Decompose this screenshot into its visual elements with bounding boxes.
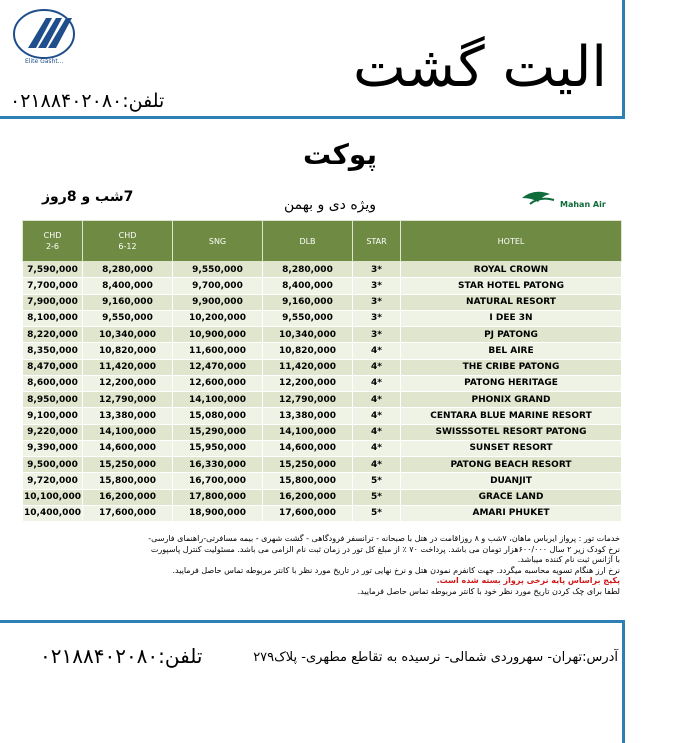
- brand-name: الیت گشت: [353, 35, 607, 100]
- cell-dlb: 10,820,000: [263, 343, 353, 359]
- header-sng: SNG: [173, 221, 263, 262]
- cell-chd26: 10,100,000: [23, 489, 83, 505]
- cell-chd26: 8,100,000: [23, 310, 83, 326]
- table-row: [23, 424, 622, 440]
- cell-chd612: 12,200,000: [83, 375, 173, 391]
- cell-chd26: 9,390,000: [23, 440, 83, 456]
- cell-chd26: 9,720,000: [23, 473, 83, 489]
- cell-star: 4*: [353, 359, 401, 375]
- footer-phone: تلفن:۰۲۱۸۸۴۰۲۰۸۰: [40, 644, 203, 668]
- cell-hotel: PJ PATONG: [401, 327, 622, 343]
- table-row: [23, 457, 622, 473]
- cell-star: 4*: [353, 424, 401, 440]
- cell-chd26: 8,350,000: [23, 343, 83, 359]
- cell-dlb: 9,160,000: [263, 294, 353, 310]
- cell-hotel: AMARI PHUKET: [401, 505, 622, 521]
- package-duration: 7شب و 8روز: [42, 189, 134, 205]
- cell-hotel: ROYAL CROWN: [401, 262, 622, 278]
- table-row: [23, 343, 622, 359]
- cell-dlb: 12,200,000: [263, 375, 353, 391]
- cell-sng: 16,700,000: [173, 473, 263, 489]
- cell-dlb: 15,800,000: [263, 473, 353, 489]
- cell-hotel: GRACE LAND: [401, 489, 622, 505]
- cell-dlb: 11,420,000: [263, 359, 353, 375]
- cell-chd26: 8,470,000: [23, 359, 83, 375]
- cell-hotel: CENTARA BLUE MARINE RESORT: [401, 408, 622, 424]
- table-row: [23, 359, 622, 375]
- rates-table: [22, 220, 622, 522]
- airline-name: Mahan Air: [560, 200, 606, 209]
- cell-chd612: 14,100,000: [83, 424, 173, 440]
- cell-chd26: 8,950,000: [23, 392, 83, 408]
- header-hotel: HOTEL: [401, 221, 622, 262]
- cell-chd612: 13,380,000: [83, 408, 173, 424]
- cell-chd26: 7,900,000: [23, 294, 83, 310]
- cell-chd612: 10,340,000: [83, 327, 173, 343]
- table-row: [23, 375, 622, 391]
- cell-hotel: SWISSSOTEL RESORT PATONG: [401, 424, 622, 440]
- package-subtitle: ویژه دی و بهمن: [283, 197, 377, 213]
- cell-hotel: PATONG BEACH RESORT: [401, 457, 622, 473]
- note-line: نرخ ارز هنگام تسویه محاسبه میگردد. جهت کانفرم نمودن هتل و نرخ نهایی تور در تاریخ مورد نظر با کانتر مربوطه تماس حاصل فرمایید.: [172, 565, 620, 575]
- cell-chd612: 15,250,000: [83, 457, 173, 473]
- table-row: [23, 262, 622, 278]
- cell-chd612: 11,420,000: [83, 359, 173, 375]
- table-row: [23, 278, 622, 294]
- destination-title: پوکت: [303, 138, 377, 171]
- cell-hotel: SUNSET RESORT: [401, 440, 622, 456]
- cell-chd26: 9,100,000: [23, 408, 83, 424]
- cell-star: 4*: [353, 375, 401, 391]
- cell-dlb: 12,790,000: [263, 392, 353, 408]
- note-warning: پکیج براساس پایه نرخی پرواز بسته شده است.: [436, 576, 620, 585]
- cell-chd26: 7,700,000: [23, 278, 83, 294]
- note-line: نرخ کودک زیر ۲ سال ۶۰۰/۰۰۰هزار تومان می باشد. پرداخت ۷۰ ٪ از مبلغ کل تور در زمان ثبت نام الزامی می باشد. مسئولیت کنترل پاسپورت: [150, 544, 620, 554]
- cell-sng: 17,800,000: [173, 489, 263, 505]
- cell-chd26: 9,220,000: [23, 424, 83, 440]
- cell-chd612: 17,600,000: [83, 505, 173, 521]
- cell-sng: 18,900,000: [173, 505, 263, 521]
- header-star: STAR: [353, 221, 401, 262]
- cell-chd612: 15,800,000: [83, 473, 173, 489]
- cell-chd612: 8,400,000: [83, 278, 173, 294]
- cell-star: 4*: [353, 392, 401, 408]
- table-row: [23, 392, 622, 408]
- cell-star: 4*: [353, 343, 401, 359]
- cell-sng: 9,700,000: [173, 278, 263, 294]
- cell-hotel: PATONG HERITAGE: [401, 375, 622, 391]
- cell-sng: 11,600,000: [173, 343, 263, 359]
- cell-dlb: 10,340,000: [263, 327, 353, 343]
- cell-star: 5*: [353, 473, 401, 489]
- note-line: با آژانس ثبت نام کننده میباشد.: [517, 555, 620, 564]
- cell-hotel: I DEE 3N: [401, 310, 622, 326]
- cell-sng: 15,290,000: [173, 424, 263, 440]
- cell-chd612: 16,200,000: [83, 489, 173, 505]
- cell-chd26: 8,220,000: [23, 327, 83, 343]
- cell-chd612: 10,820,000: [83, 343, 173, 359]
- table-row: [23, 408, 622, 424]
- cell-sng: 9,900,000: [173, 294, 263, 310]
- table-row: [23, 294, 622, 310]
- cell-dlb: 8,280,000: [263, 262, 353, 278]
- cell-hotel: DUANJIT: [401, 473, 622, 489]
- cell-sng: 12,470,000: [173, 359, 263, 375]
- cell-hotel: BEL AIRE: [401, 343, 622, 359]
- cell-dlb: 8,400,000: [263, 278, 353, 294]
- cell-chd612: 8,280,000: [83, 262, 173, 278]
- cell-star: 5*: [353, 489, 401, 505]
- cell-sng: 10,200,000: [173, 310, 263, 326]
- note-line: خدمات تور : پرواز ایرباس ماهان، ۷شب و ۸ روزاقامت در هتل با صبحانه - ترانسفر فرودگاهی - گشت شهری - بیمه مسافرتی-راهنمای فارسی-: [148, 534, 620, 543]
- tour-notes: [30, 534, 620, 597]
- table-row: [23, 327, 622, 343]
- cell-dlb: 9,550,000: [263, 310, 353, 326]
- cell-dlb: 14,600,000: [263, 440, 353, 456]
- cell-dlb: 13,380,000: [263, 408, 353, 424]
- cell-star: 4*: [353, 440, 401, 456]
- cell-chd26: 10,400,000: [23, 505, 83, 521]
- cell-chd26: 9,500,000: [23, 457, 83, 473]
- cell-dlb: 15,250,000: [263, 457, 353, 473]
- cell-sng: 12,600,000: [173, 375, 263, 391]
- cell-star: 4*: [353, 408, 401, 424]
- cell-dlb: 16,200,000: [263, 489, 353, 505]
- table-header-row: [23, 221, 622, 262]
- logo-text: Elite Gasht...: [25, 58, 64, 65]
- cell-hotel: NATURAL RESORT: [401, 294, 622, 310]
- cell-dlb: 17,600,000: [263, 505, 353, 521]
- cell-sng: 14,100,000: [173, 392, 263, 408]
- cell-sng: 15,950,000: [173, 440, 263, 456]
- cell-sng: 15,080,000: [173, 408, 263, 424]
- header-dlb: DLB: [263, 221, 353, 262]
- footer-address: آدرس:تهران- سهروردی شمالی- نرسیده به تقاطع مطهری- پلاک۲۷۹: [253, 650, 618, 665]
- note-line: لطفا برای چک کردن تاریخ مورد نظر خود با کانتر مربوطه تماس حاصل فرمایید.: [357, 586, 620, 596]
- cell-star: 3*: [353, 294, 401, 310]
- cell-sng: 16,330,000: [173, 457, 263, 473]
- cell-sng: 9,550,000: [173, 262, 263, 278]
- cell-star: 3*: [353, 310, 401, 326]
- cell-chd612: 14,600,000: [83, 440, 173, 456]
- cell-chd612: 12,790,000: [83, 392, 173, 408]
- cell-hotel: STAR HOTEL PATONG: [401, 278, 622, 294]
- header-chd-2-6: CHD 2-6: [23, 221, 83, 262]
- cell-chd612: 9,550,000: [83, 310, 173, 326]
- footer-frame: [0, 620, 625, 743]
- table-row: [23, 440, 622, 456]
- cell-sng: 10,900,000: [173, 327, 263, 343]
- cell-star: 3*: [353, 278, 401, 294]
- cell-dlb: 14,100,000: [263, 424, 353, 440]
- cell-star: 3*: [353, 327, 401, 343]
- header-chd-6-12: CHD 6-12: [83, 221, 173, 262]
- cell-chd26: 7,590,000: [23, 262, 83, 278]
- table-row: [23, 473, 622, 489]
- cell-star: 4*: [353, 457, 401, 473]
- cell-chd612: 9,160,000: [83, 294, 173, 310]
- cell-hotel: PHONIX GRAND: [401, 392, 622, 408]
- cell-chd26: 8,600,000: [23, 375, 83, 391]
- table-row: [23, 310, 622, 326]
- table-row: [23, 489, 622, 505]
- cell-star: 5*: [353, 505, 401, 521]
- cell-hotel: THE CRIBE PATONG: [401, 359, 622, 375]
- header-phone: تلفن:۰۲۱۸۸۴۰۲۰۸۰: [10, 90, 165, 112]
- cell-star: 3*: [353, 262, 401, 278]
- table-row: [23, 505, 622, 521]
